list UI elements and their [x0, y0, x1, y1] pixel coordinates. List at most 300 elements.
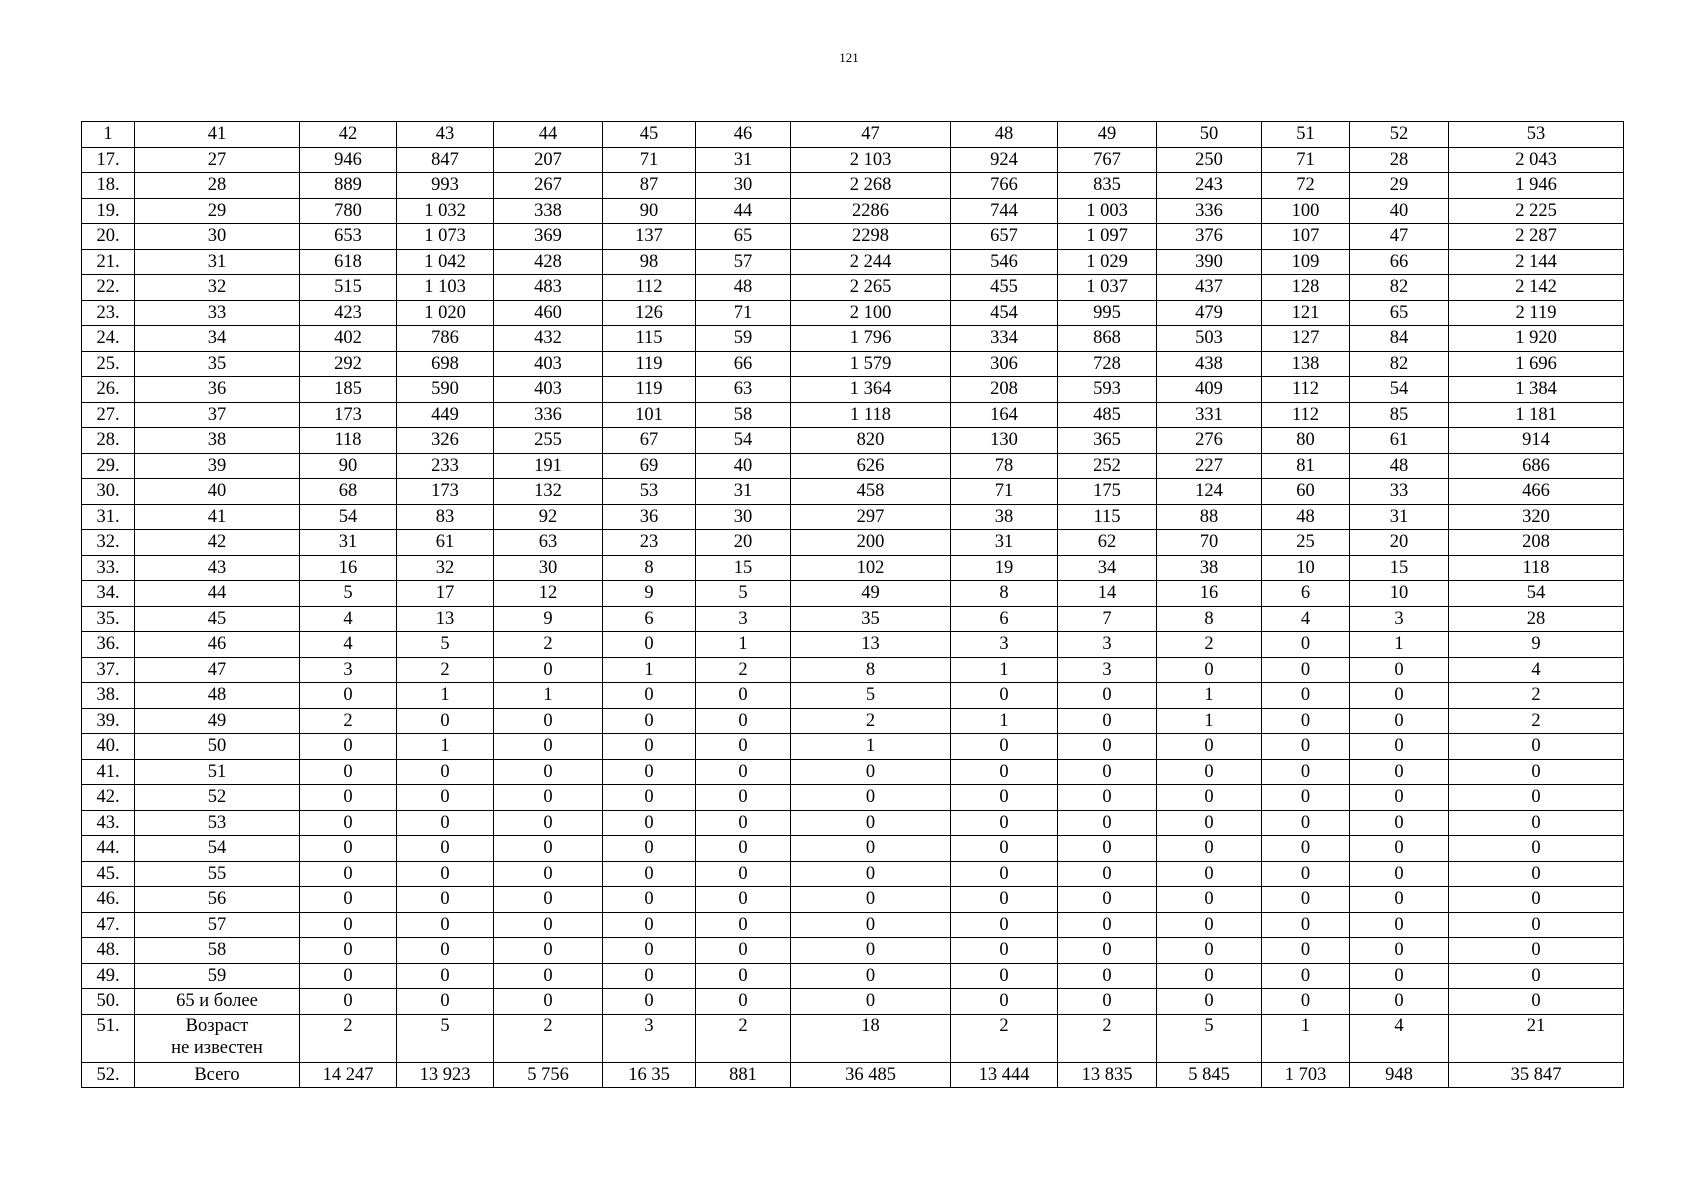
table-cell: 0	[494, 989, 603, 1015]
table-cell: 66	[696, 351, 791, 377]
table-cell: 87	[603, 173, 696, 199]
table-cell: 0	[1157, 989, 1262, 1015]
table-cell: 438	[1157, 351, 1262, 377]
table-cell: 2	[1058, 1014, 1157, 1062]
table-cell: 30	[135, 224, 300, 250]
table-cell: 8	[951, 581, 1058, 607]
table-row	[82, 989, 1624, 1015]
table-cell: 0	[1157, 785, 1262, 811]
table-cell: 31	[135, 249, 300, 275]
table-cell: 653	[300, 224, 397, 250]
table-cell: 0	[1449, 810, 1624, 836]
table-cell: 24.	[82, 326, 135, 352]
table-cell: 13 923	[397, 1062, 494, 1088]
table-cell: 0	[696, 759, 791, 785]
table-cell: 16	[300, 555, 397, 581]
table-cell: 515	[300, 275, 397, 301]
table-cell: 0	[603, 912, 696, 938]
table-cell: 1 042	[397, 249, 494, 275]
table-cell: 33	[135, 300, 300, 326]
table-cell: 0	[1157, 912, 1262, 938]
table-cell: 49	[1058, 122, 1157, 148]
table-cell: 0	[397, 938, 494, 964]
table-cell: 1 029	[1058, 249, 1157, 275]
table-row	[82, 912, 1624, 938]
table-cell: 3	[1058, 657, 1157, 683]
table-cell: 0	[494, 938, 603, 964]
table-cell: 0	[791, 810, 951, 836]
table-cell: 993	[397, 173, 494, 199]
table-cell: 43	[397, 122, 494, 148]
table-cell: 1	[1262, 1014, 1350, 1062]
table-cell: 22.	[82, 275, 135, 301]
table-cell: 0	[603, 785, 696, 811]
table-cell: 41.	[82, 759, 135, 785]
table-cell: 200	[791, 530, 951, 556]
table-body	[82, 122, 1624, 1088]
table-cell: 2 287	[1449, 224, 1624, 250]
table-cell: 0	[603, 759, 696, 785]
table-cell: 71	[951, 479, 1058, 505]
table-cell: 6	[1262, 581, 1350, 607]
table-cell: 698	[397, 351, 494, 377]
table-cell: 63	[696, 377, 791, 403]
table-cell: 2 265	[791, 275, 951, 301]
table-cell: 19.	[82, 198, 135, 224]
table-cell: 28	[1350, 147, 1449, 173]
table-cell: 0	[494, 759, 603, 785]
table-cell: 331	[1157, 402, 1262, 428]
table-cell: 0	[1262, 708, 1350, 734]
table-cell: 0	[1449, 963, 1624, 989]
table-cell: 657	[951, 224, 1058, 250]
table-cell: 0	[300, 989, 397, 1015]
table-cell: 4	[300, 632, 397, 658]
table-cell: 23.	[82, 300, 135, 326]
table-row	[82, 377, 1624, 403]
table-cell: 1 032	[397, 198, 494, 224]
table-cell: 60	[1262, 479, 1350, 505]
table-cell: 10	[1350, 581, 1449, 607]
table-cell: 0	[1350, 836, 1449, 862]
table-cell: 0	[1262, 861, 1350, 887]
table-cell: 42	[135, 530, 300, 556]
table-cell: 868	[1058, 326, 1157, 352]
table-cell: 78	[951, 453, 1058, 479]
table-cell: 102	[791, 555, 951, 581]
table-cell: 30	[696, 504, 791, 530]
table-cell: 2 119	[1449, 300, 1624, 326]
table-cell: 3	[696, 606, 791, 632]
table-cell: 409	[1157, 377, 1262, 403]
table-cell: 66	[1350, 249, 1449, 275]
table-cell: 44	[135, 581, 300, 607]
table-row	[82, 555, 1624, 581]
table-cell: 81	[1262, 453, 1350, 479]
table-cell: 0	[1350, 759, 1449, 785]
table-cell: 54	[1350, 377, 1449, 403]
table-cell: 479	[1157, 300, 1262, 326]
table-cell: 0	[951, 989, 1058, 1015]
table-cell: 3	[300, 657, 397, 683]
table-cell: 14 247	[300, 1062, 397, 1088]
table-cell: 0	[1262, 963, 1350, 989]
table-cell: 2 144	[1449, 249, 1624, 275]
table-cell: 0	[791, 989, 951, 1015]
table-cell: 9	[603, 581, 696, 607]
table-cell: 483	[494, 275, 603, 301]
table-cell: 455	[951, 275, 1058, 301]
table-cell: 208	[1449, 530, 1624, 556]
table-cell: 0	[791, 938, 951, 964]
table-row	[82, 351, 1624, 377]
table-cell: 1	[82, 122, 135, 148]
table-cell: 49	[135, 708, 300, 734]
table-cell: 250	[1157, 147, 1262, 173]
table-cell: 0	[1058, 836, 1157, 862]
table-cell: 2 043	[1449, 147, 1624, 173]
table-cell: 948	[1350, 1062, 1449, 1088]
table-cell: 57	[135, 912, 300, 938]
table-cell: 0	[300, 810, 397, 836]
table-cell: 276	[1157, 428, 1262, 454]
table-cell: 46.	[82, 887, 135, 913]
table-cell: 71	[1262, 147, 1350, 173]
table-cell: 0	[1350, 861, 1449, 887]
table-cell: 175	[1058, 479, 1157, 505]
table-cell: 92	[494, 504, 603, 530]
table-cell: 0	[603, 708, 696, 734]
table-cell: 0	[1350, 810, 1449, 836]
table-cell: 0	[951, 963, 1058, 989]
table-cell: 5	[300, 581, 397, 607]
table-cell: 0	[1262, 912, 1350, 938]
table-cell: 0	[1157, 734, 1262, 760]
table-cell: 767	[1058, 147, 1157, 173]
table-cell: 20.	[82, 224, 135, 250]
table-cell: 0	[1058, 989, 1157, 1015]
table-cell: 5	[1157, 1014, 1262, 1062]
table-cell: 51	[135, 759, 300, 785]
table-cell: 5	[397, 632, 494, 658]
table-cell: 0	[791, 963, 951, 989]
table-row	[82, 249, 1624, 275]
table-cell: 18	[791, 1014, 951, 1062]
data-table-container	[81, 121, 1624, 1088]
table-cell: 17.	[82, 147, 135, 173]
table-cell: 0	[603, 734, 696, 760]
table-cell: 35 847	[1449, 1062, 1624, 1088]
table-cell: 72	[1262, 173, 1350, 199]
table-cell: 0	[603, 963, 696, 989]
table-cell: 847	[397, 147, 494, 173]
table-row	[82, 1062, 1624, 1088]
table-cell: 25.	[82, 351, 135, 377]
table-cell: 5	[397, 1014, 494, 1062]
table-cell: 227	[1157, 453, 1262, 479]
table-cell: 0	[300, 861, 397, 887]
table-cell: 0	[300, 759, 397, 785]
table-cell: 4	[1449, 657, 1624, 683]
table-cell: 52.	[82, 1062, 135, 1088]
table-cell: 338	[494, 198, 603, 224]
table-cell: 115	[1058, 504, 1157, 530]
table-cell: 2 103	[791, 147, 951, 173]
table-cell: 5 756	[494, 1062, 603, 1088]
table-cell: 432	[494, 326, 603, 352]
table-cell: 2 142	[1449, 275, 1624, 301]
table-cell: 43.	[82, 810, 135, 836]
table-cell: 6	[603, 606, 696, 632]
table-cell: 0	[1449, 734, 1624, 760]
table-cell: 449	[397, 402, 494, 428]
table-cell: 31.	[82, 504, 135, 530]
table-cell: 0	[951, 785, 1058, 811]
table-cell: 0	[1449, 785, 1624, 811]
table-cell: 1 073	[397, 224, 494, 250]
table-cell: 27.	[82, 402, 135, 428]
table-cell: 0	[1449, 887, 1624, 913]
table-cell: 85	[1350, 402, 1449, 428]
table-cell: 65 и более	[135, 989, 300, 1015]
table-cell: 191	[494, 453, 603, 479]
table-row	[82, 1014, 1624, 1062]
table-cell: 326	[397, 428, 494, 454]
table-cell: 40.	[82, 734, 135, 760]
table-cell: 173	[300, 402, 397, 428]
table-cell: 51.	[82, 1014, 135, 1062]
table-cell: 0	[951, 734, 1058, 760]
table-cell: 54	[696, 428, 791, 454]
table-cell: 0	[791, 759, 951, 785]
table-cell: 61	[397, 530, 494, 556]
table-row	[82, 479, 1624, 505]
table-cell: 0	[1350, 734, 1449, 760]
table-cell: 48	[1262, 504, 1350, 530]
table-cell: 503	[1157, 326, 1262, 352]
table-cell: 0	[696, 912, 791, 938]
table-cell: 132	[494, 479, 603, 505]
table-cell: 107	[1262, 224, 1350, 250]
table-cell: 292	[300, 351, 397, 377]
table-cell: 41	[135, 122, 300, 148]
table-cell: 53	[1449, 122, 1624, 148]
table-cell: 2	[1449, 708, 1624, 734]
table-cell: 109	[1262, 249, 1350, 275]
table-cell: 9	[494, 606, 603, 632]
table-cell: 744	[951, 198, 1058, 224]
table-cell: 0	[1262, 759, 1350, 785]
table-cell: 68	[300, 479, 397, 505]
table-cell: 0	[696, 810, 791, 836]
table-cell: 20	[696, 530, 791, 556]
table-cell: 59	[135, 963, 300, 989]
table-cell: 0	[951, 836, 1058, 862]
table-cell: 164	[951, 402, 1058, 428]
table-cell: 924	[951, 147, 1058, 173]
table-cell: 41	[135, 504, 300, 530]
table-row	[82, 173, 1624, 199]
table-cell: 2	[494, 1014, 603, 1062]
table-cell: 686	[1449, 453, 1624, 479]
table-cell: 0	[1449, 759, 1624, 785]
table-cell: 98	[603, 249, 696, 275]
table-cell: 0	[1058, 912, 1157, 938]
table-cell: Всего	[135, 1062, 300, 1088]
table-cell: 48	[951, 122, 1058, 148]
table-row	[82, 683, 1624, 709]
table-cell: 995	[1058, 300, 1157, 326]
table-cell: 1	[1157, 683, 1262, 709]
table-cell: 36 485	[791, 1062, 951, 1088]
table-cell: 8	[1157, 606, 1262, 632]
table-cell: 54	[300, 504, 397, 530]
table-cell: 1 920	[1449, 326, 1624, 352]
table-cell: 466	[1449, 479, 1624, 505]
table-cell: 58	[135, 938, 300, 964]
table-cell: 124	[1157, 479, 1262, 505]
table-cell: 0	[1058, 683, 1157, 709]
table-cell: 2286	[791, 198, 951, 224]
table-cell: 402	[300, 326, 397, 352]
table-cell: 2	[494, 632, 603, 658]
table-cell: 0	[1058, 938, 1157, 964]
table-cell: 62	[1058, 530, 1157, 556]
table-cell: 1 703	[1262, 1062, 1350, 1088]
table-cell: 590	[397, 377, 494, 403]
table-cell: 0	[494, 963, 603, 989]
table-cell: 0	[494, 861, 603, 887]
table-cell: 0	[1058, 785, 1157, 811]
table-cell: 63	[494, 530, 603, 556]
table-cell: 71	[603, 147, 696, 173]
table-cell: 34.	[82, 581, 135, 607]
table-cell: 0	[1350, 785, 1449, 811]
table-cell: 12	[494, 581, 603, 607]
table-cell: 0	[791, 836, 951, 862]
table-cell: 252	[1058, 453, 1157, 479]
table-row	[82, 938, 1624, 964]
table-cell: 1 118	[791, 402, 951, 428]
table-row	[82, 861, 1624, 887]
table-row	[82, 963, 1624, 989]
table-cell: 0	[696, 734, 791, 760]
table-cell: 49.	[82, 963, 135, 989]
table-cell: 5	[791, 683, 951, 709]
table-cell: 233	[397, 453, 494, 479]
table-cell: 46	[135, 632, 300, 658]
table-cell: 36	[135, 377, 300, 403]
table-cell: 88	[1157, 504, 1262, 530]
table-cell: 8	[603, 555, 696, 581]
table-cell: 0	[1262, 734, 1350, 760]
table-cell: 45.	[82, 861, 135, 887]
table-cell: 45	[603, 122, 696, 148]
table-cell: 16	[1157, 581, 1262, 607]
table-cell: 59	[696, 326, 791, 352]
table-cell: 255	[494, 428, 603, 454]
table-cell: 112	[1262, 402, 1350, 428]
table-cell: 49	[791, 581, 951, 607]
table-cell: 30	[696, 173, 791, 199]
table-cell: 121	[1262, 300, 1350, 326]
table-cell: 0	[1262, 785, 1350, 811]
table-cell: 40	[696, 453, 791, 479]
table-cell: 3	[1058, 632, 1157, 658]
table-cell: 0	[1058, 708, 1157, 734]
table-row	[82, 759, 1624, 785]
table-cell: 7	[1058, 606, 1157, 632]
table-cell: 0	[300, 912, 397, 938]
table-cell: 0	[951, 861, 1058, 887]
table-cell: 208	[951, 377, 1058, 403]
table-cell: 0	[300, 938, 397, 964]
table-cell: 48.	[82, 938, 135, 964]
table-cell: 5	[696, 581, 791, 607]
table-cell: 403	[494, 377, 603, 403]
table-cell: 297	[791, 504, 951, 530]
table-cell: 128	[1262, 275, 1350, 301]
table-cell: 2	[1449, 683, 1624, 709]
table-cell: 0	[1058, 734, 1157, 760]
table-cell: 37	[135, 402, 300, 428]
table-cell: 0	[603, 836, 696, 862]
table-cell: 0	[1058, 810, 1157, 836]
table-cell: 31	[696, 479, 791, 505]
table-cell: 112	[1262, 377, 1350, 403]
table-cell: 0	[1350, 683, 1449, 709]
table-row	[82, 606, 1624, 632]
table-cell: 0	[397, 708, 494, 734]
table-row	[82, 887, 1624, 913]
table-cell: 1 097	[1058, 224, 1157, 250]
table-cell: 38	[135, 428, 300, 454]
table-row	[82, 530, 1624, 556]
table-cell: 0	[696, 785, 791, 811]
table-cell: 51	[1262, 122, 1350, 148]
table-cell: 0	[397, 887, 494, 913]
table-cell: 101	[603, 402, 696, 428]
table-cell: 33	[1350, 479, 1449, 505]
table-cell: 0	[494, 887, 603, 913]
table-row	[82, 632, 1624, 658]
table-cell: 115	[603, 326, 696, 352]
table-cell: 0	[603, 861, 696, 887]
table-cell: 0	[300, 683, 397, 709]
table-cell: 36	[603, 504, 696, 530]
table-cell: 30.	[82, 479, 135, 505]
table-cell: 835	[1058, 173, 1157, 199]
table-row	[82, 224, 1624, 250]
table-cell: 1	[494, 683, 603, 709]
table-cell: 786	[397, 326, 494, 352]
table-cell: 460	[494, 300, 603, 326]
table-cell: 0	[603, 683, 696, 709]
table-cell: 2	[1157, 632, 1262, 658]
table-row	[82, 198, 1624, 224]
table-cell: 0	[696, 836, 791, 862]
table-cell: 0	[1449, 836, 1624, 862]
table-cell: 0	[791, 861, 951, 887]
table-row	[82, 657, 1624, 683]
table-cell: 0	[494, 912, 603, 938]
table-cell: 2	[696, 657, 791, 683]
table-cell: 16 35	[603, 1062, 696, 1088]
table-cell: 21	[1449, 1014, 1624, 1062]
table-cell: 728	[1058, 351, 1157, 377]
table-cell: 0	[1350, 989, 1449, 1015]
page-number: 121	[839, 50, 859, 65]
